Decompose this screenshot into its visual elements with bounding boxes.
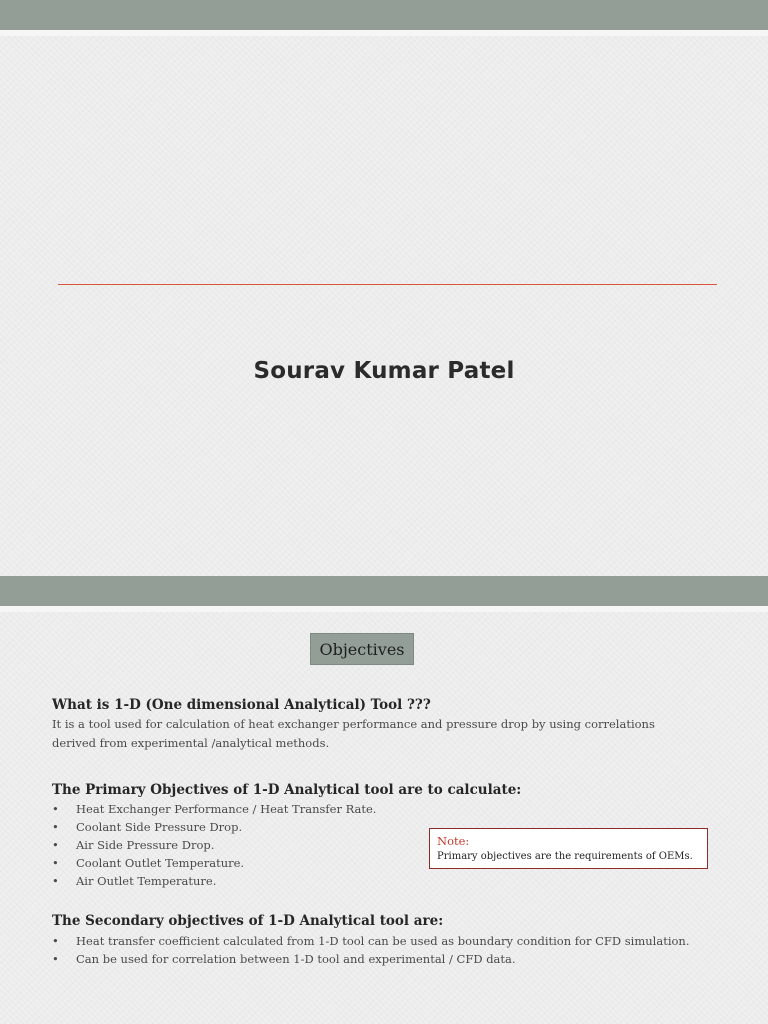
list-item: • Heat transfer coefficient calculated from 1-D tool can be used as boundary condition for CFD simulation. [52, 934, 690, 948]
question-heading: What is 1-D (One dimensional Analytical) Tool ??? [52, 697, 431, 713]
secondary-objectives-list [52, 932, 690, 968]
objectives-slide-top-bar [0, 576, 768, 606]
list-item: • Coolant Side Pressure Drop. [52, 820, 243, 834]
list-item: • Coolant Outlet Temperature. [52, 856, 245, 870]
question-body-line: derived from experimental /analytical methods. [52, 736, 330, 750]
primary-objectives-heading: The Primary Objectives of 1-D Analytical tool are to calculate: [52, 782, 522, 798]
bullet-icon: • [52, 934, 59, 948]
title-slide-top-bar [0, 0, 768, 30]
bullet-icon: • [52, 952, 59, 966]
list-item: • Heat Exchanger Performance / Heat Transfer Rate. [52, 802, 377, 816]
bullet-icon: • [52, 874, 59, 888]
list-item: • Air Side Pressure Drop. [52, 838, 215, 852]
objectives-slide-gap [0, 606, 768, 612]
objectives-badge: Objectives [310, 633, 414, 665]
title-divider-line [58, 284, 717, 285]
author-name: Sourav Kumar Patel [253, 358, 515, 384]
bullet-icon: • [52, 802, 59, 816]
bullet-icon: • [52, 856, 59, 870]
question-body [52, 715, 655, 753]
primary-objectives-list [52, 800, 376, 890]
question-body-line: It is a tool used for calculation of heat exchanger performance and pressure drop by using correlations [52, 717, 655, 731]
bullet-icon: • [52, 838, 59, 852]
note-box [429, 828, 708, 869]
bullet-icon: • [52, 820, 59, 834]
note-title: Note: [437, 834, 470, 848]
note-text: Primary objectives are the requirements of OEMs. [437, 851, 693, 862]
list-item: • Air Outlet Temperature. [52, 874, 217, 888]
title-slide-gap [0, 30, 768, 36]
secondary-objectives-heading: The Secondary objectives of 1-D Analytical tool are: [52, 913, 444, 929]
list-item: • Can be used for correlation between 1-D tool and experimental / CFD data. [52, 952, 516, 966]
